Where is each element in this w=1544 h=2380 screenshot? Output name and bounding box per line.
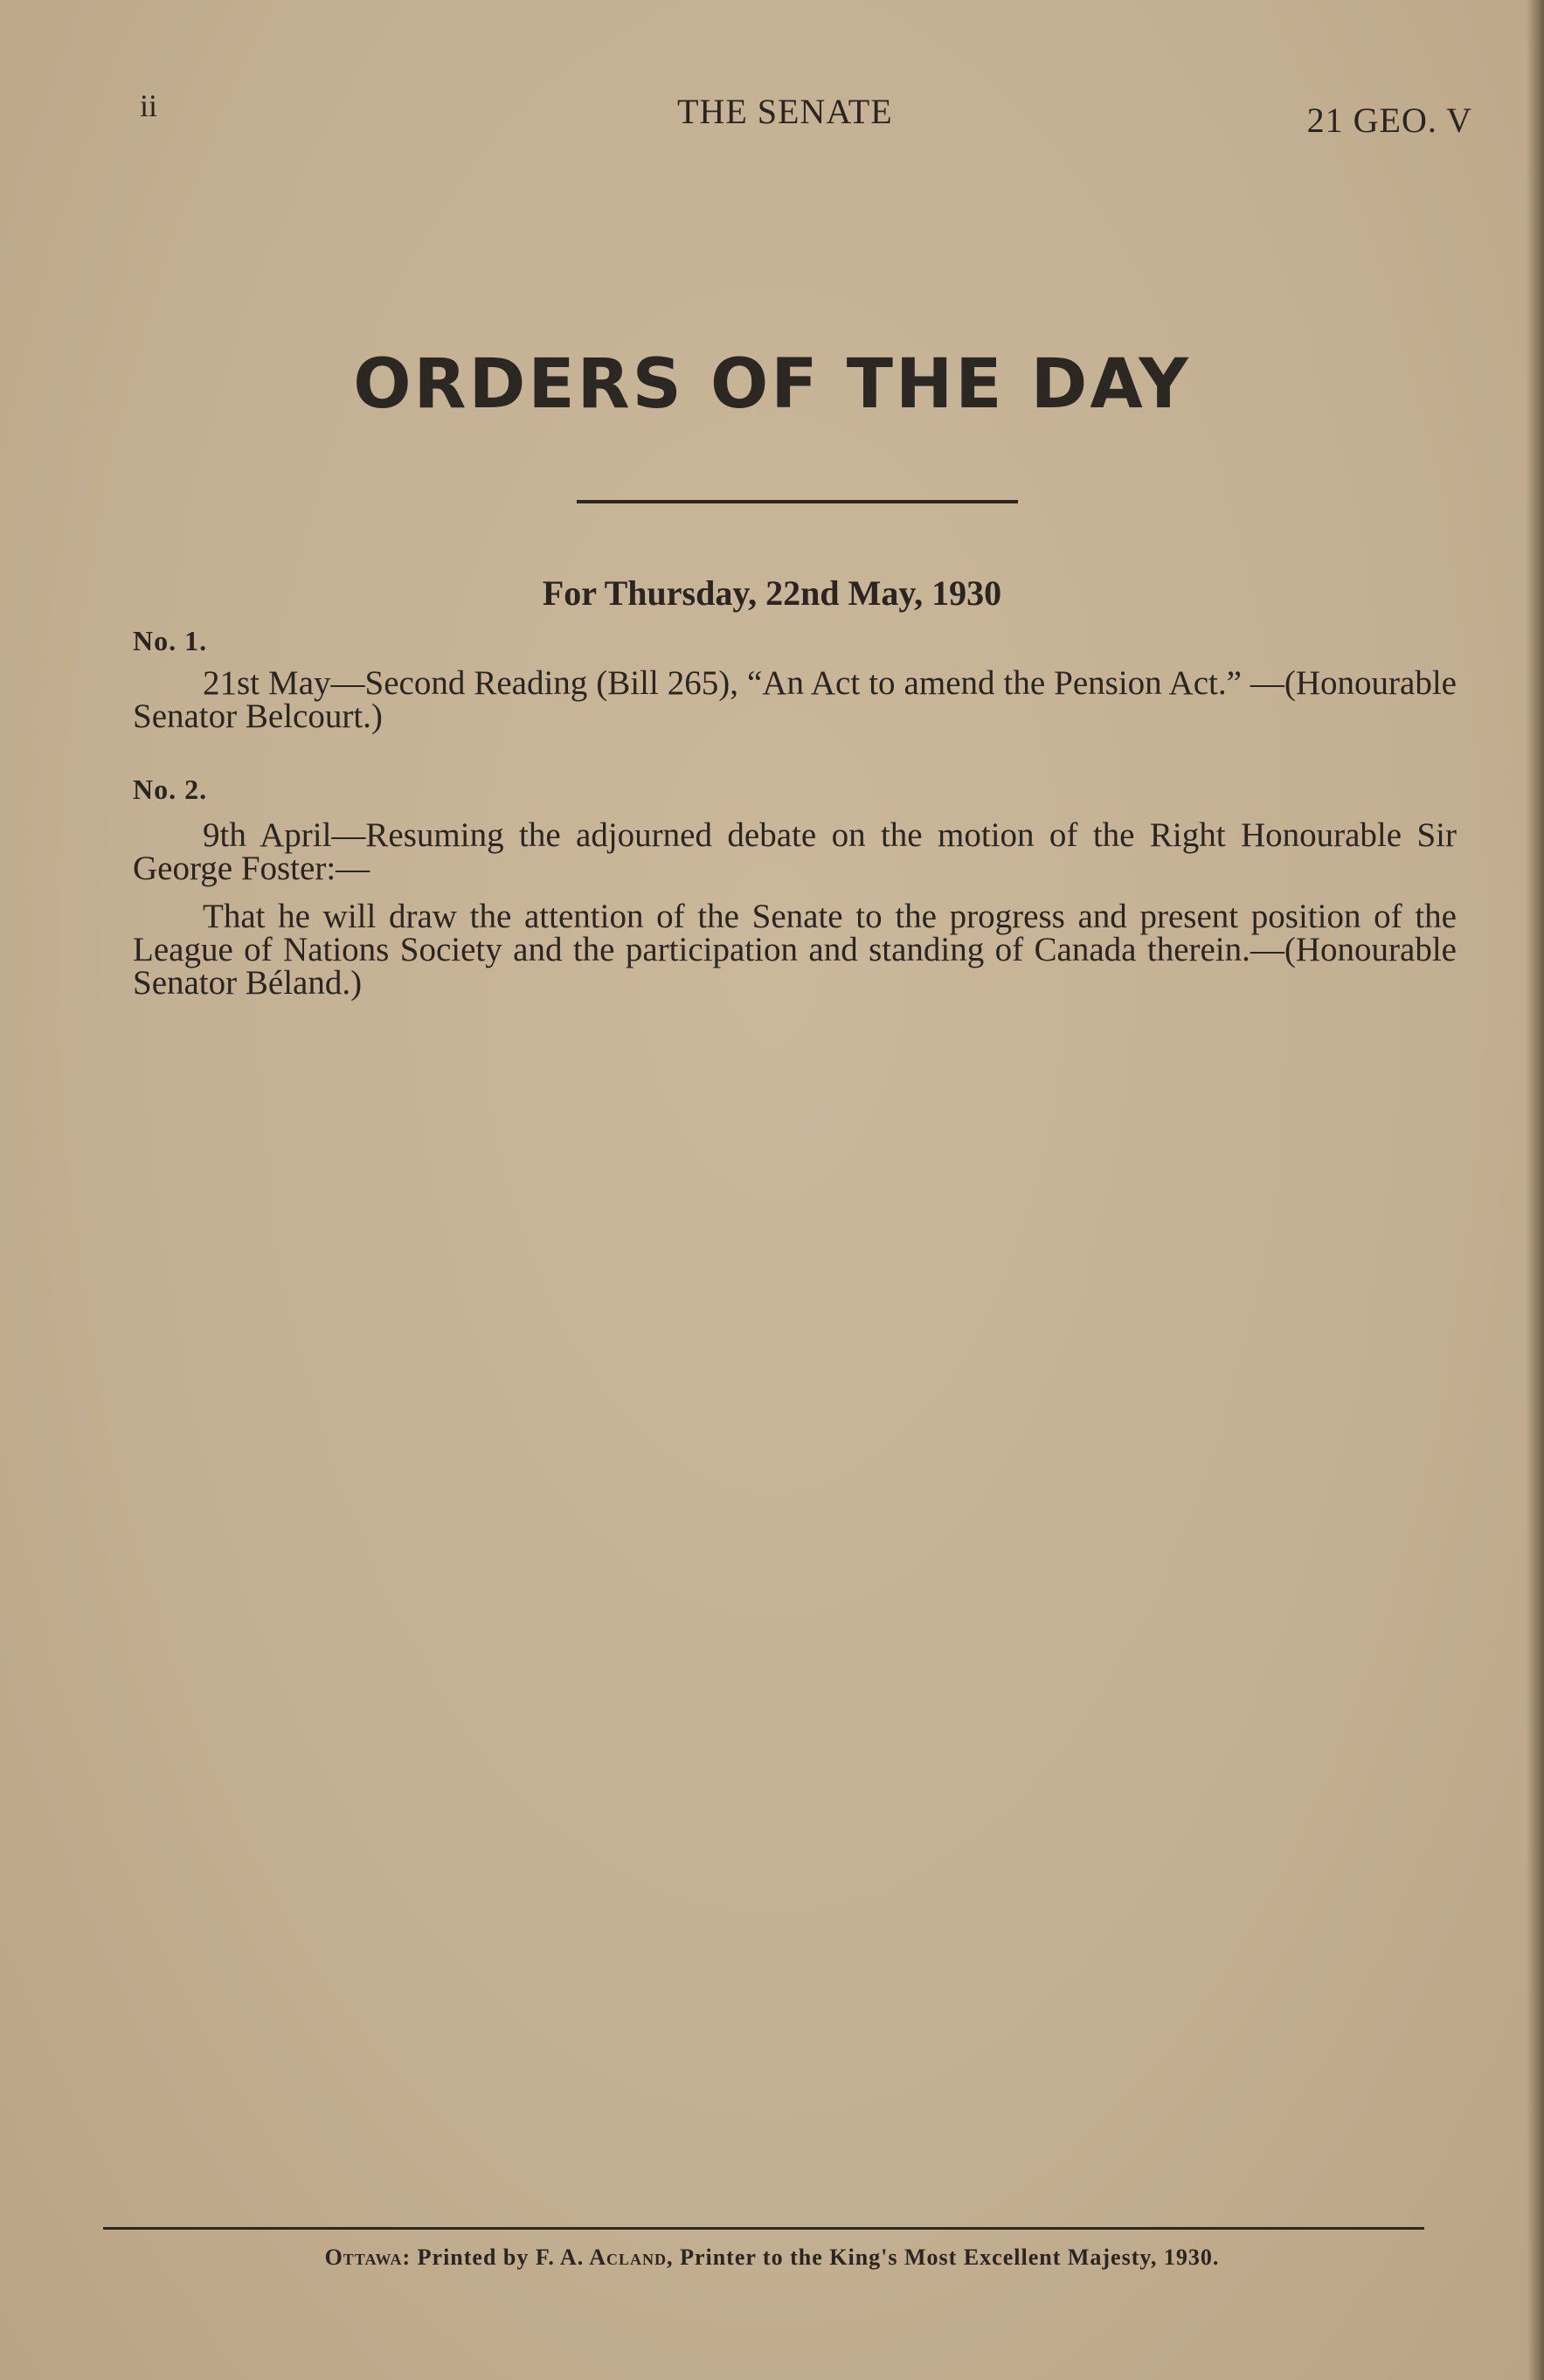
item-2-text-2: That he will draw the attention of the Senate to the progress and present position of the League of Nations Society and the participation and standing of Canada therein.—(Honourable Senator Béland.) [133, 898, 1457, 1002]
regnal-year: 21 GEO. V [1306, 101, 1472, 140]
imprint-text-1: Printed by [417, 2245, 530, 2270]
footer-divider [103, 2227, 1424, 2230]
imprint-printer: F. A. Acland, [535, 2245, 674, 2270]
date-heading: For Thursday, 22nd May, 1930 [542, 573, 1002, 613]
imprint-place: Ottawa: [324, 2245, 412, 2270]
printer-imprint [0, 2245, 1544, 2271]
running-title: THE SENATE [677, 92, 893, 131]
item-2-text-1: 9th April—Resuming the adjourned debate on the motion of the Right Honourable Sir George Foster:— [133, 816, 1457, 887]
imprint-text-2: Printer to the King's Most Excellent Majesty, 1930. [680, 2245, 1220, 2270]
page-number: ii [140, 88, 158, 123]
item-1-label: No. 1. [133, 625, 208, 656]
page-title: ORDERS OF THE DAY [353, 345, 1191, 424]
item-2-label: No. 2. [133, 774, 208, 805]
title-divider [577, 500, 1018, 503]
item-1-paragraph [133, 664, 1457, 735]
item-1-text: 21st May—Second Reading (Bill 265), “An Act to amend the Pension Act.” —(Honourable Senator Belcourt.) [133, 664, 1457, 735]
item-2-paragraph-1 [133, 816, 1457, 887]
running-header [140, 87, 1472, 140]
item-2-paragraph-2 [133, 900, 1457, 1000]
